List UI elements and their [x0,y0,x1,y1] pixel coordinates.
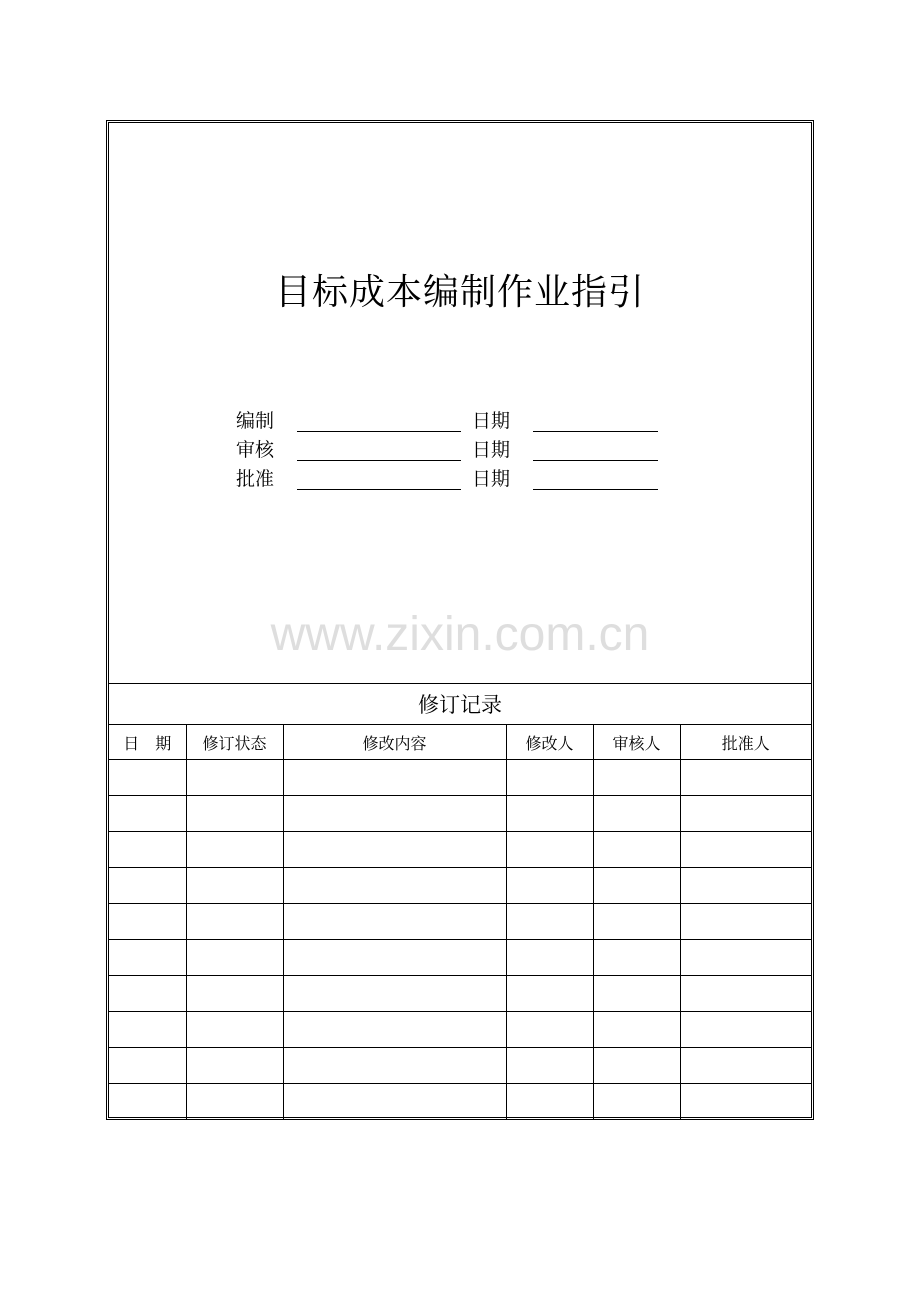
reviewer-cell [593,904,680,940]
reviewer-cell [593,868,680,904]
modifier-cell [506,976,593,1012]
signoff-label: 编制 [236,410,275,432]
content-cell [283,1084,506,1120]
approver-cell [680,760,811,796]
table-row [109,760,811,796]
reviewer-cell [593,940,680,976]
reviewer-cell [593,760,680,796]
document-frame [106,120,814,1120]
document-title: 目标成本编制作业指引 [274,272,645,313]
approver-cell [680,1048,811,1084]
column-header-content: 修改内容 [283,725,506,760]
modifier-cell [506,760,593,796]
table-row [109,868,811,904]
revision-caption-row [109,684,811,725]
reviewer-cell [593,796,680,832]
date-line [533,431,658,432]
date-cell [109,1048,186,1084]
date-cell [109,976,186,1012]
modifier-cell [506,1012,593,1048]
date-cell [109,904,186,940]
approver-cell [680,1012,811,1048]
signature-line [297,489,461,490]
status-cell [186,868,283,904]
approver-cell [680,868,811,904]
column-header-modifier: 修改人 [506,725,593,760]
signature-line [297,460,461,461]
table-row [109,976,811,1012]
content-cell [283,1048,506,1084]
content-cell [283,904,506,940]
content-cell [283,940,506,976]
content-cell [283,832,506,868]
table-row [109,940,811,976]
table-row [109,1084,811,1120]
modifier-cell [506,868,593,904]
reviewer-cell [593,1084,680,1120]
table-row [109,832,811,868]
date-cell [109,796,186,832]
modifier-cell [506,940,593,976]
column-header-approver: 批准人 [680,725,811,760]
approver-cell [680,832,811,868]
status-cell [186,1084,283,1120]
date-label: 日期 [472,410,511,432]
content-cell [283,1012,506,1048]
approver-cell [680,904,811,940]
modifier-cell [506,832,593,868]
modifier-cell [506,1084,593,1120]
status-cell [186,940,283,976]
date-cell [109,940,186,976]
column-header-date: 日 期 [109,725,186,760]
content-cell [283,868,506,904]
approver-cell [680,796,811,832]
reviewer-cell [593,832,680,868]
revision-header-row [109,725,811,760]
reviewer-cell [593,976,680,1012]
status-cell [186,904,283,940]
column-header-reviewer: 审核人 [593,725,680,760]
status-cell [186,760,283,796]
date-line [533,460,658,461]
reviewer-cell [593,1012,680,1048]
date-cell [109,868,186,904]
signoff-label: 审核 [236,439,275,461]
date-cell [109,1012,186,1048]
cover-section [109,123,811,683]
date-cell [109,832,186,868]
signature-line [297,431,461,432]
date-cell [109,760,186,796]
content-cell [283,796,506,832]
table-row [109,904,811,940]
content-cell [283,760,506,796]
status-cell [186,796,283,832]
watermark: www.zixin.com.cn [270,608,650,661]
signoff-label: 批准 [236,468,275,490]
content-cell [283,976,506,1012]
approver-cell [680,940,811,976]
date-label: 日期 [472,439,511,461]
status-cell [186,1048,283,1084]
table-row [109,1048,811,1084]
approver-cell [680,976,811,1012]
date-cell [109,1084,186,1120]
column-header-status: 修订状态 [186,725,283,760]
status-cell [186,1012,283,1048]
date-label: 日期 [472,468,511,490]
table-row [109,796,811,832]
reviewer-cell [593,1048,680,1084]
status-cell [186,832,283,868]
modifier-cell [506,1048,593,1084]
revision-table [109,683,811,1119]
revision-rows [109,760,811,1120]
status-cell [186,976,283,1012]
approver-cell [680,1084,811,1120]
modifier-cell [506,796,593,832]
modifier-cell [506,904,593,940]
table-row [109,1012,811,1048]
date-line [533,489,658,490]
revision-caption: 修订记录 [109,684,811,725]
